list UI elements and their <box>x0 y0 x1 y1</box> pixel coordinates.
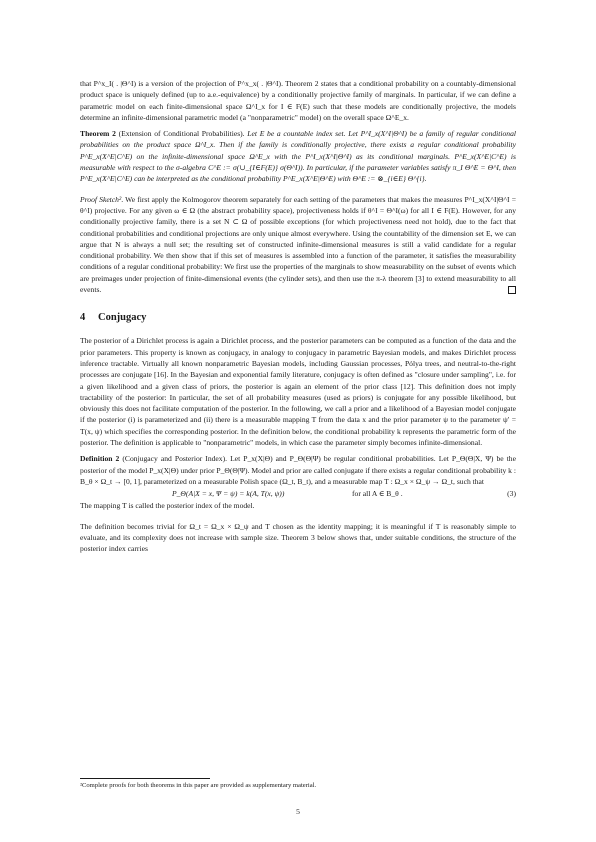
definition-title: (Conjugacy and Posterior Index). <box>122 454 228 464</box>
section-number: 4 <box>80 312 86 324</box>
theorem-title: (Extension of Conditional Probabilities). <box>118 129 245 139</box>
intro-paragraph: that P^x_I( . |Θ^I) is a version of the projection of P^x_x( . |Θ^I). Theorem 2 states that a conditional probability on a countably-dimensional product space is uniquely defined (up to a.e.-equivalence) by a conditionally projective family of marginals. In particular, if we can define a parametric model on each finite-dimensional space Ω^I_x for I ∈ F(E) such that these models are conditionally projective, the models determine an infinite-dimensional parametric model (a "nonparametric" model) on the overall space Ω^E_x. <box>80 79 516 122</box>
footnote-rule <box>80 778 210 779</box>
page-body <box>80 78 516 554</box>
section-title: Conjugacy <box>98 312 147 324</box>
footnote: ²Complete proofs for both theorems in this paper are provided as supplementary material. <box>80 782 317 789</box>
posterior-index-sentence: The mapping T is called the posterior index of the model. <box>80 501 255 511</box>
proof-sketch: Proof Sketch². We first apply the Kolmogorov theorem separately for each setting of the parameters that makes the measures P^I_x(X^I|Θ^I = θ^I) projective. For any given ω ∈ Ω (the abstract probability space), projectiveness holds if θ^I = Θ^I(ω) for all I ∈ F(E). However, for any conditionally projective family, there is a set N ⊂ Ω of possible exceptions (for which projectiveness need not hold), due to the fact that conditional probabilities and conditional projections are only unique almost everywhere. Using the countability of the dimension set E, we can argue that N is always a null set; the resulting set of constructed infinite-dimensional measures is still a valid candidate for a regular conditional probability. We then show that if this set of measures is assembled into a function of the parameter, it satisfies the measurability conditions of a regular conditional probability: We first use the properties of the marginals to show measurability on the subset of events which are preimages under projection of finite-dimensional events (the cylinder sets), and then use the π-λ theorem [3] to extend measurability to all events. <box>80 194 516 295</box>
theorem-2 <box>80 128 516 184</box>
equation-number: (3) <box>507 489 516 499</box>
section-heading <box>80 311 516 325</box>
page-number: 5 <box>296 807 300 816</box>
equation-3 <box>80 487 516 500</box>
conjugacy-paragraph: The posterior of a Dirichlet process is again a Dirichlet process, and the posterior parameters can be computed as a function of the data and the prior parameters. This property is known as conjugacy, in analogy to conjugacy in parametric Bayesian models, and makes Dirichlet process inference tractable. Virtually all known nonparametric Bayesian models, including Gaussian processes, Pólya trees, and neutral-to-the-right processes are conjugate [16]. In the Bayesian and exponential family literature, conjugacy is often defined as "closure under sampling", i.e. for a given likelihood and a given class of priors, the posterior is again an element of the prior class [12]. This definition does not imply tractability of the posterior: In particular, the set of all probability measures (used as priors) is conjugate for any possible likelihood, but obviously this does not facilitate computation of the posterior. In the following, we call a prior and a likelihood of a Bayesian model conjugate if the posterior (i) is parameterized and (ii) there is a measurable mapping T from the data x and the prior parameter ψ to the parameter ψ′ = T(x, ψ) which specifies the corresponding posterior. In the definition below, the conditional probability k represents the parametric form of the posterior. The definition is applicable to "nonparametric" models, in which case the parameter simply becomes infinite-dimensional. <box>80 336 516 448</box>
proof-label: Proof Sketch² <box>80 194 122 204</box>
closing-paragraph: The definition becomes trivial for Ω_t = Ω_x × Ω_ψ and T chosen as the identity mapping; it is meaningful if T is reasonably simple to evaluate, and its complexity does not increase with sample size. Theorem 3 below shows that, under suitable conditions, the structure of the posterior index carries <box>80 521 516 554</box>
definition-2 <box>80 453 516 487</box>
definition-label: Definition 2 <box>80 454 120 464</box>
proof-body: We first apply the Kolmogorov theorem separately for each setting of the parameters that makes the measures P^I_x(X^I|Θ^I = θ^I) projective. For any given ω ∈ Ω (the abstract probability space), projectiveness holds if θ^I = Θ^I(ω) for all I ∈ F(E). However, for any conditionally projective family, there is a set N ⊂ Ω of possible exceptions (for which projectiveness need not hold), due to the fact that conditional probabilities and conditional projections are only unique almost everywhere. Using the countability of the dimension set E, we can argue that N is always a null set; the resulting set of constructed infinite-dimensional measures is still a valid candidate for a regular conditional probability. We then show that if this set of measures is assembled into a function of the parameter, it satisfies the measurability conditions of a regular conditional probability: We first use the properties of the marginals to show measurability on the subset of events which are preimages under projection of finite-dimensional events (the cylinder sets), and then use the π-λ theorem [3] to extend measurability to all events. <box>80 194 516 295</box>
definition-body: Let P_x(X|Θ) and P_Θ(Θ|Ψ) be regular conditional probabilities. Let P_Θ(Θ|X, Ψ) be the posterior of the model P_x(X|Θ) under prior P_Θ(Θ|Ψ). Model and prior are called conjugate if there exists a regular conditional probability k : B_θ × Ω_t → [0, 1], parameterized on a measurable Polish space (Ω_t, B_t), and a measurable map T : Ω_x × Ω_ψ → Ω_t, such that <box>80 454 516 486</box>
qed-symbol <box>508 286 516 294</box>
equation-body: P_Θ(A|X = x, Ψ = ψ) = k(A, T(x, ψ)) <box>172 489 285 499</box>
theorem-label: Theorem 2 <box>80 129 116 139</box>
theorem-statement: Let E be a countable index set. Let P^I_x(X^I|Θ^I) be a family of regular conditional probabilities on the product space Ω^I_x. Then if the family is conditionally projective, there exists a regular conditional probability P^E_x(X^E|C^E) on the infinite-dimensional space Ω^E_x with the P^I_x(X^I|Θ^I) as its conditional marginals. P^E_x(X^E|C^E) is measurable with respect to the σ-algebra C^E := σ(∪_{I∈F(E)} σ(Θ^I)). In particular, if the parameter variables satisfy π_I Θ^E = Θ^I, then P^E_x(X^E|C^E) can be interpreted as the conditional probability P^E_x(X^E|Θ^E) with Θ^E := ⊗_{i∈E} Θ^{i}. <box>80 129 516 184</box>
equation-condition: for all A ∈ B_θ . <box>352 489 403 499</box>
